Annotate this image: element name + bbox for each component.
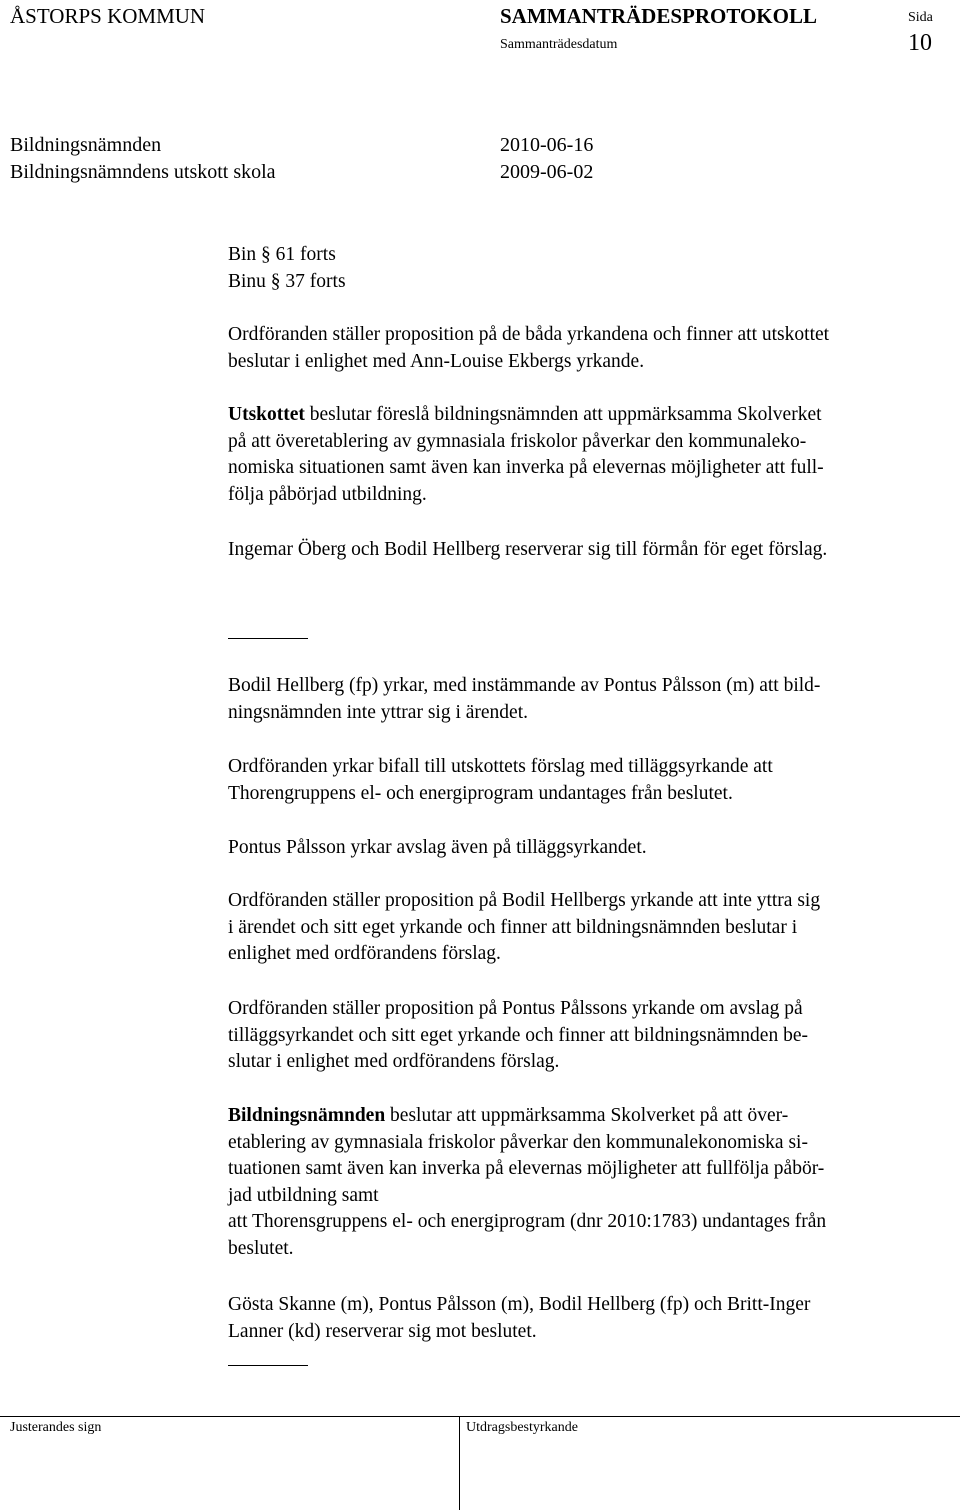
section-divider xyxy=(228,1365,308,1366)
text-line xyxy=(228,1103,948,1130)
paragraph-reservation-2 xyxy=(228,1292,948,1345)
paragraph-proposition-committee xyxy=(228,322,948,375)
text-line: slutar i enlighet med ordförandens förslag. xyxy=(228,1051,560,1072)
paragraph-hellberg-motion xyxy=(228,673,948,726)
text-line: enlighet med ordförandens förslag. xyxy=(228,943,501,964)
text-span: beslutar föreslå bildningsnämnden att uppmärksamma Skolverket xyxy=(304,404,822,425)
text-line: Ordföranden ställer proposition på Bodil Hellbergs yrkande att inte yttra sig xyxy=(228,890,821,911)
text-line: Lanner (kd) reserverar sig mot beslutet. xyxy=(228,1320,537,1342)
text-line: Ordföranden ställer proposition på Pontus Pålssons yrkande om avslag på xyxy=(228,998,803,1019)
body2-name: Bildningsnämndens utskott skola xyxy=(10,161,276,183)
document-type: SAMMANTRÄDESPROTOKOLL xyxy=(500,4,817,28)
decision-subject: Utskottet xyxy=(228,404,305,425)
text-line: Pontus Pålsson yrkar avslag även på tilläggsyrkandet. xyxy=(228,837,647,858)
text-line: ningsnämnden inte yttrar sig i ärendet. xyxy=(228,701,529,723)
footer-divider xyxy=(459,1416,460,1510)
footer-certification: Utdragsbestyrkande xyxy=(466,1420,578,1435)
text-line: etablering av gymnasiala friskolor påverkar den kommunalekonomiska si- xyxy=(228,1131,808,1153)
body2-date: 2009-06-02 xyxy=(500,161,594,183)
text-line: att Thorensgruppens el- och energiprogram (dnr 2010:1783) undantages från xyxy=(228,1211,827,1232)
page-number: 10 xyxy=(908,30,932,56)
text-line: jad utbildning samt xyxy=(228,1184,379,1206)
text-line: tuationen samt även kan inverka på elevernas möjligheter att fullfölja påbör- xyxy=(228,1158,825,1179)
paragraph-committee-decision xyxy=(228,402,948,508)
text-line xyxy=(228,402,948,429)
ref-line: Bin § 61 forts xyxy=(228,244,336,265)
text-line: nomiska situationen samt även kan inverka på elevernas möjligheter att full- xyxy=(228,457,824,478)
body1-name: Bildningsnämnden xyxy=(10,134,162,156)
municipality-name: ÅSTORPS KOMMUN xyxy=(10,4,206,28)
meeting-date-label: Sammanträdesdatum xyxy=(500,37,618,52)
paragraph-proposition-hellberg xyxy=(228,888,948,968)
paragraph-chair-motion xyxy=(228,754,948,807)
footer-adjuster-sign: Justerandes sign xyxy=(10,1420,102,1435)
text-line: följa påbörjad utbildning. xyxy=(228,483,427,505)
text-line: Gösta Skanne (m), Pontus Pålsson (m), Bodil Hellberg (fp) och Britt-Inger xyxy=(228,1294,811,1315)
paragraph-board-decision xyxy=(228,1103,948,1262)
paragraph-palsson-motion xyxy=(228,835,948,862)
text-line: i ärendet och sitt eget yrkande och finner att bildningsnämnden beslutar i xyxy=(228,916,798,938)
footer-rule xyxy=(0,1416,960,1417)
text-line: Ordföranden ställer proposition på de båda yrkandena och finner att utskottet xyxy=(228,324,830,345)
section-refs xyxy=(228,242,948,295)
text-line: beslutet. xyxy=(228,1237,294,1259)
section-divider xyxy=(228,638,308,639)
text-line: Bodil Hellberg (fp) yrkar, med instämmande av Pontus Pålsson (m) att bild- xyxy=(228,675,821,696)
ref-line: Binu § 37 forts xyxy=(228,270,346,292)
paragraph-reservation-1 xyxy=(228,537,948,564)
paragraph-proposition-palsson xyxy=(228,996,948,1076)
text-line: Thorengruppens el- och energiprogram undantages från beslutet. xyxy=(228,782,733,804)
text-span: beslutar att uppmärksamma Skolverket på att över- xyxy=(385,1105,789,1126)
text-line: på att överetablering av gymnasiala friskolor påverkar den kommunaleko- xyxy=(228,430,807,452)
text-line: Ordföranden yrkar bifall till utskottets förslag med tilläggsyrkande att xyxy=(228,756,773,777)
text-line: tilläggsyrkandet och sitt eget yrkande och finner att bildningsnämnden be- xyxy=(228,1024,808,1046)
decision-subject: Bildningsnämnden xyxy=(228,1105,386,1126)
text-line: Ingemar Öberg och Bodil Hellberg reserverar sig till förmån för eget förslag. xyxy=(228,539,828,560)
text-line: beslutar i enlighet med Ann-Louise Ekbergs yrkande. xyxy=(228,350,645,372)
page-label: Sida xyxy=(908,10,933,25)
body1-date: 2010-06-16 xyxy=(500,134,594,156)
